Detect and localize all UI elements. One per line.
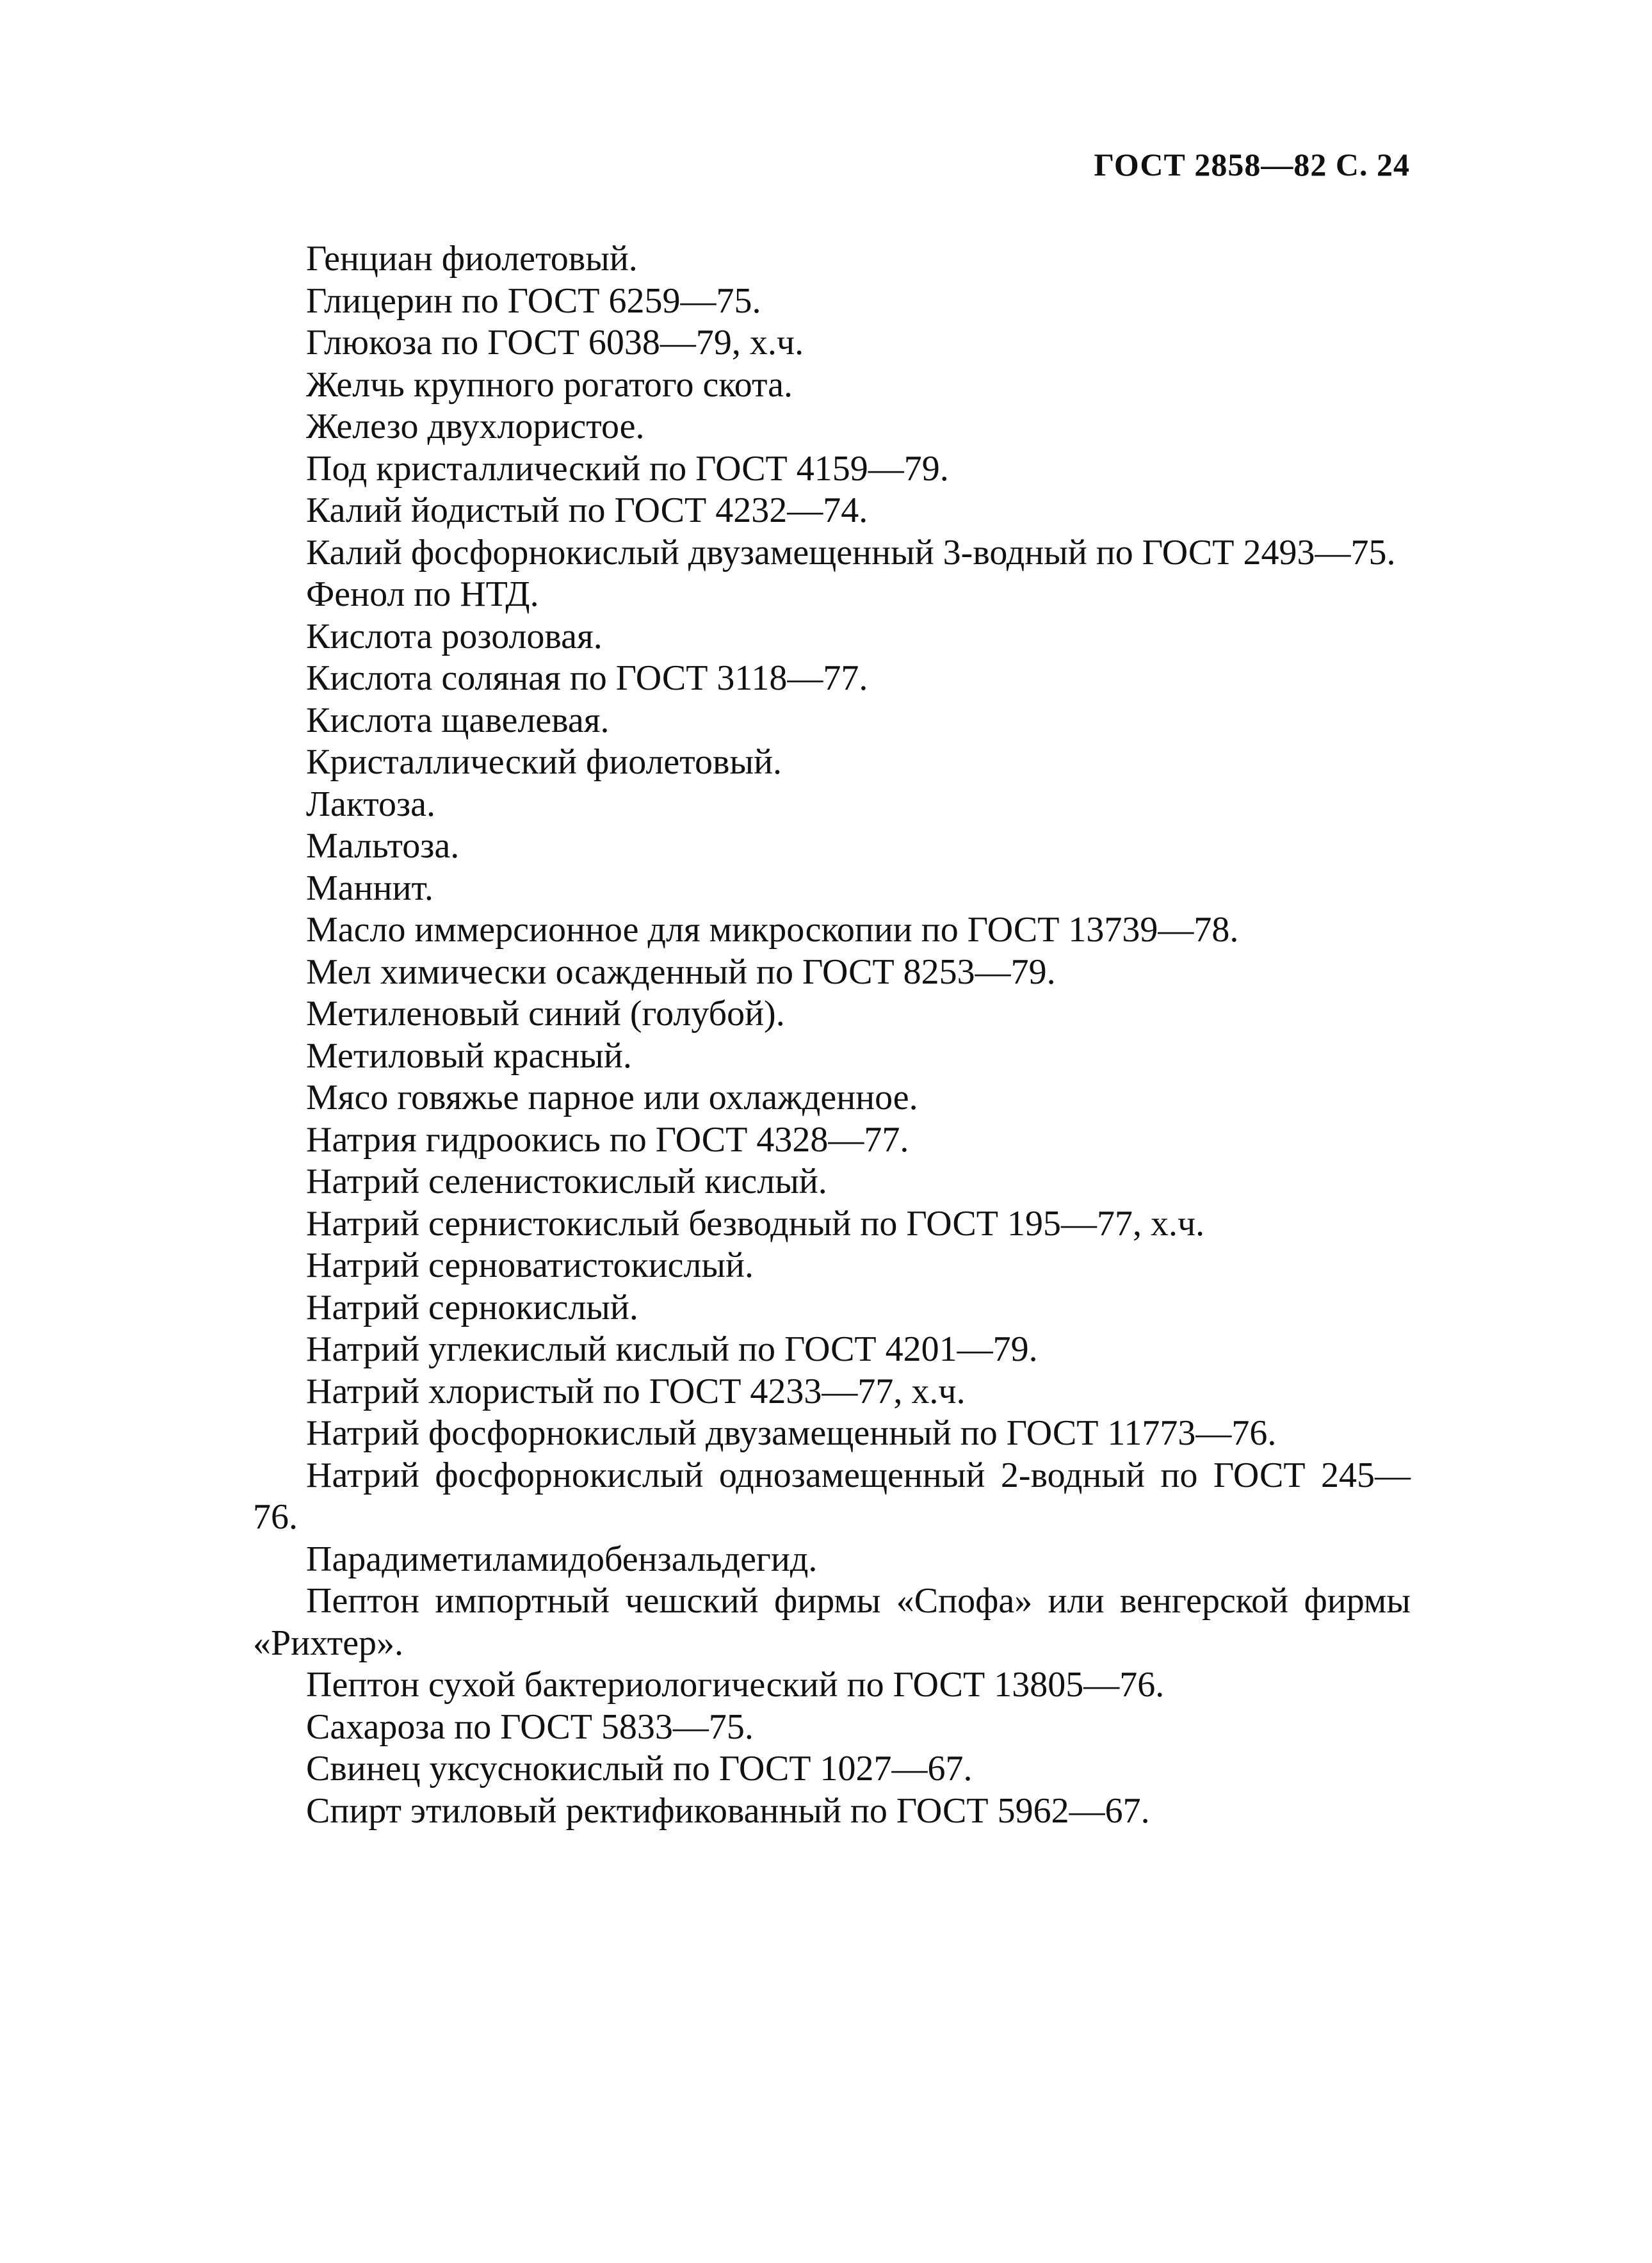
list-item: Железо двухлористое. [306, 407, 645, 446]
list-item: Кислота соляная по ГОСТ 3118—77. [306, 658, 868, 698]
list-item: Спирт этиловый ректификованный по ГОСТ 5962—67. [306, 1790, 1150, 1831]
list-item: Натрий серноватистокислый. [306, 1245, 754, 1285]
list-item: Пептон сухой бактериологический по ГОСТ 13805—76. [306, 1665, 1165, 1705]
list-item: Натрий фосфорнокислый двузамещенный по ГОСТ 11773—76. [306, 1413, 1277, 1453]
list-item: Под кристаллический по ГОСТ 4159—79. [306, 448, 949, 489]
list-item: Натрия гидроокись по ГОСТ 4328—77. [306, 1119, 909, 1160]
list-item: Натрий селенистокислый кислый. [306, 1162, 827, 1201]
list-item: Кислота щавелевая. [306, 700, 610, 740]
list-item: Натрий углекислый кислый по ГОСТ 4201—79. [306, 1329, 1038, 1369]
list-item: Натрий хлористый по ГОСТ 4233—77, х.ч. [306, 1371, 966, 1411]
list-item: Парадиметиламидобензальдегид. [306, 1539, 818, 1579]
list-item: Свинец уксуснокислый по ГОСТ 1027—67. [306, 1749, 973, 1788]
page-header: ГОСТ 2858—82 С. 24 [1094, 147, 1410, 182]
list-item: Метиленовый синий (голубой). [306, 994, 785, 1034]
list-item: Глюкоза по ГОСТ 6038—79, х.ч. [306, 323, 804, 362]
list-item: Сахароза по ГОСТ 5833—75. [306, 1707, 754, 1747]
list-item: Мальтоза. [306, 826, 460, 866]
list-item: Натрий сернистокислый безводный по ГОСТ 195—77, х.ч. [306, 1203, 1205, 1244]
list-item: Глицерин по ГОСТ 6259—75. [306, 280, 761, 321]
list-item: Метиловый красный. [306, 1035, 632, 1076]
list-item: Кислота розоловая. [306, 616, 603, 656]
list-item: Калий фосфорнокислый двузамещенный 3-водный по ГОСТ 2493—75. [306, 532, 1396, 572]
list-item: Мясо говяжье парное или охлажденное. [306, 1078, 918, 1117]
reagent-list [253, 238, 1411, 1832]
list-item: Натрий сернокислый. [306, 1287, 638, 1327]
list-item: Фенол по НТД. [306, 574, 539, 614]
list-item: Натрий фосфорнокислый однозамещенный 2-водный по ГОСТ 245—76. [253, 1455, 1411, 1537]
list-item: Мел химически осажденный по ГОСТ 8253—79. [306, 952, 1056, 992]
list-item: Масло иммерсионное для микроскопии по ГОСТ 13739—78. [306, 910, 1239, 950]
list-item: Маннит. [306, 868, 433, 908]
list-item: Генциан фиолетовый. [306, 239, 638, 279]
list-item: Желчь крупного рогатого скота. [306, 364, 793, 405]
list-item: Калий йодистый по ГОСТ 4232—74. [306, 491, 868, 530]
list-item: Пептон импортный чешский фирмы «Спофа» или венгерской фирмы «Рихтер». [253, 1581, 1411, 1663]
list-item: Лактоза. [306, 784, 436, 824]
list-item: Кристаллический фиолетовый. [306, 742, 782, 782]
